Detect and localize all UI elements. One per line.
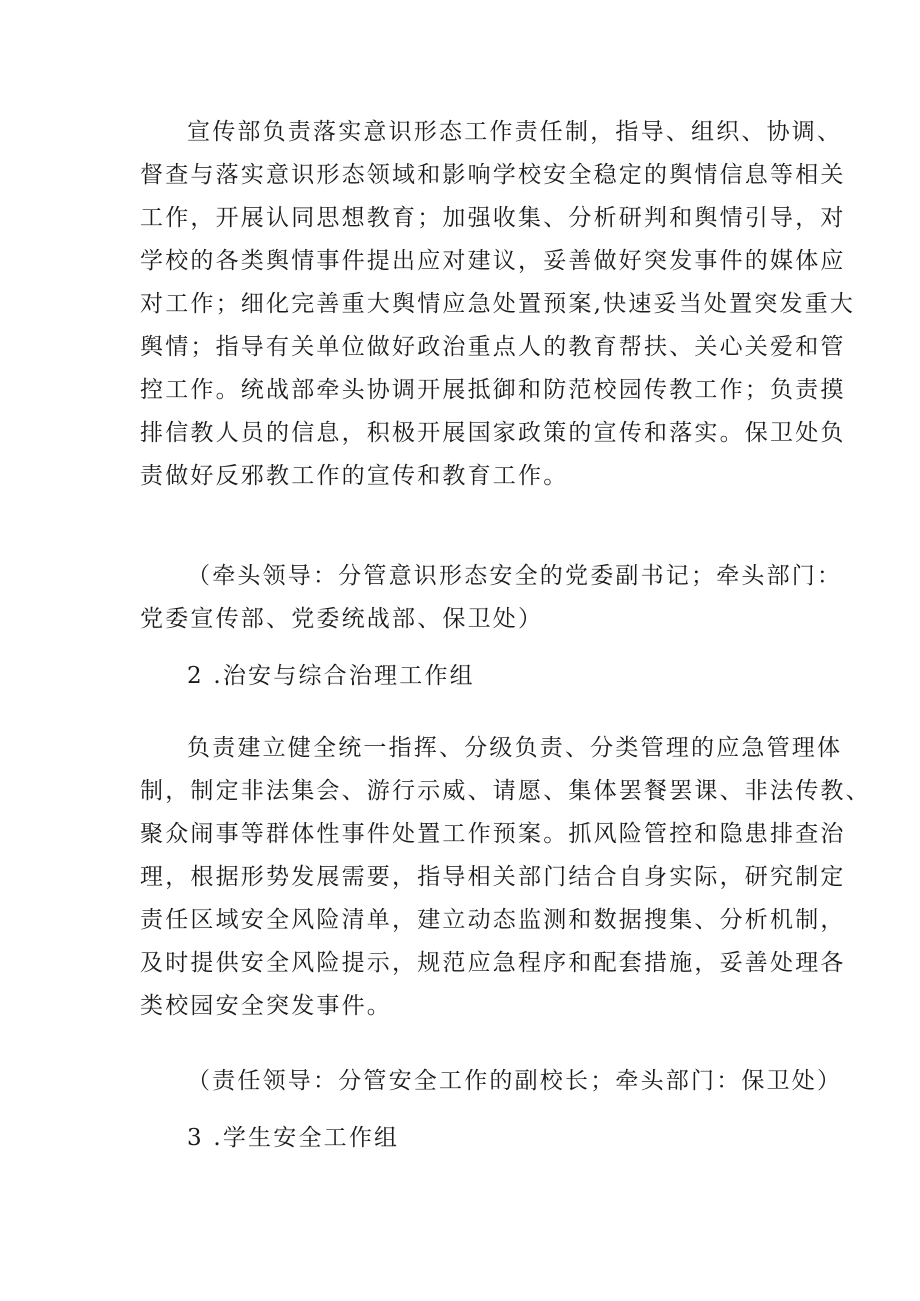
paragraph-line: 学校的各类舆情事件提出应对建议，妥善做好突发事件的媒体应 — [140, 248, 846, 274]
paragraph-line: 负责建立健全统一指挥、分级负责、分类管理的应急管理体 — [187, 735, 843, 761]
paragraph-line: 制，制定非法集会、游行示威、请愿、集体罢餐罢课、非法传教、 — [140, 778, 871, 804]
paragraph-line: 排信教人员的信息，积极开展国家政策的宣传和落实。保卫处负 — [140, 420, 846, 446]
paragraph-line: 对工作；细化完善重大舆情应急处置预案,快速妥当处置突发重大 — [140, 291, 856, 317]
paragraph-line: 责任区域安全风险清单，建立动态监测和数据搜集、分析机制， — [140, 907, 846, 933]
paragraph-line: 控工作。统战部牵头协调开展抵御和防范校园传教工作；负责摸 — [140, 377, 846, 403]
paragraph-line: 及时提供安全风险提示，规范应急程序和配套措施，妥善处理各 — [140, 950, 846, 976]
paragraph-line: 宣传部负责落实意识形态工作责任制，指导、组织、协调、 — [187, 119, 843, 145]
note-line: （牵头领导：分管意识形态安全的党委副书记；牵头部门： — [187, 563, 843, 589]
paragraph-line: 责做好反邪教工作的宣传和教育工作。 — [140, 463, 569, 489]
note-line: 党委宣传部、党委统战部、保卫处） — [140, 606, 544, 632]
paragraph-line: 聚众闹事等群体性事件处置工作预案。抓风险管控和隐患排查治 — [140, 821, 846, 847]
leadership-note-security: （责任领导：分管安全工作的副校长；牵头部门：保卫处） — [187, 1068, 843, 1094]
section-heading-public-security: 2 .治安与综合治理工作组 — [187, 663, 475, 689]
section-heading-student-safety: 3 .学生安全工作组 — [187, 1125, 400, 1151]
paragraph-line: 督查与落实意识形态领域和影响学校安全稳定的舆情信息等相关 — [140, 162, 846, 188]
paragraph-line: 类校园安全突发事件。 — [140, 993, 392, 1019]
paragraph-line: 理，根据形势发展需要，指导相关部门结合自身实际，研究制定 — [140, 864, 846, 890]
paragraph-line: 舆情；指导有关单位做好政治重点人的教育帮扶、关心关爱和管 — [140, 334, 846, 360]
paragraph-line: 工作，开展认同思想教育；加强收集、分析研判和舆情引导，对 — [140, 205, 846, 231]
